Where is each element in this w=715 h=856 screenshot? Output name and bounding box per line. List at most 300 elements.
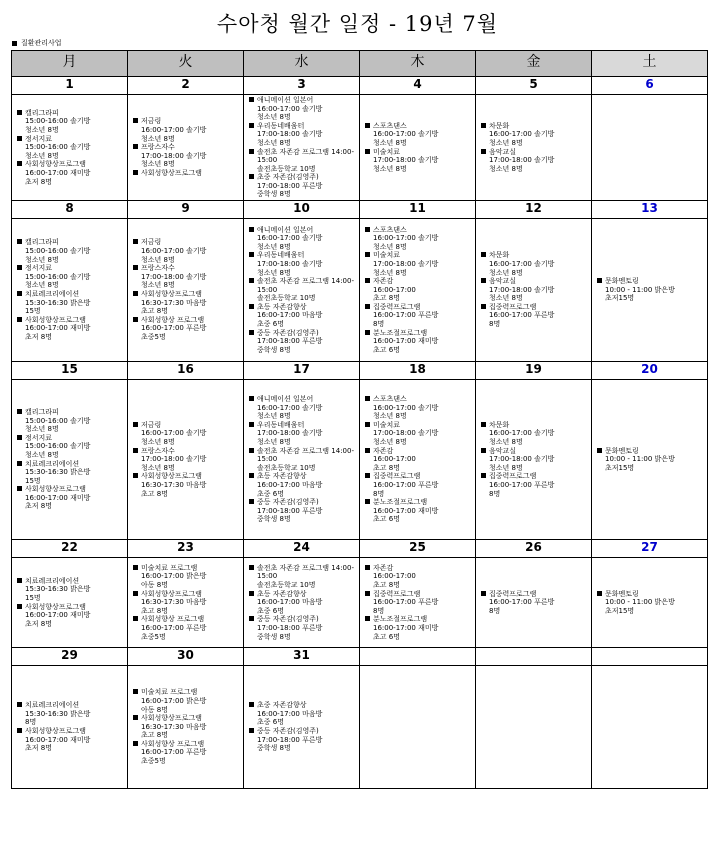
date-number: 15 xyxy=(12,362,128,380)
bullet-square-icon xyxy=(249,122,257,131)
monthly-calendar xyxy=(11,50,708,789)
event-list xyxy=(476,666,591,788)
week-2-date-row xyxy=(12,201,708,219)
event-item xyxy=(133,316,239,342)
weekday-header-sat: 土 xyxy=(592,51,708,77)
bullet-square-icon xyxy=(249,447,257,456)
event-item xyxy=(17,135,123,161)
weekday-header-row xyxy=(12,51,708,77)
day-cell xyxy=(360,558,476,648)
date-number: 4 xyxy=(360,77,476,95)
weekday-header-thu: 木 xyxy=(360,51,476,77)
bullet-square-icon xyxy=(249,226,257,235)
event-item xyxy=(365,277,471,303)
event-item xyxy=(481,122,587,148)
day-cell xyxy=(244,380,360,540)
event-item xyxy=(249,421,355,447)
bullet-square-icon xyxy=(249,251,257,260)
date-number: 5 xyxy=(476,77,592,95)
date-number: 2 xyxy=(128,77,244,95)
bullet-square-icon xyxy=(133,264,141,273)
event-item xyxy=(133,564,239,590)
bullet-square-icon xyxy=(249,564,257,573)
day-cell xyxy=(244,95,360,201)
bullet-square-icon xyxy=(17,603,25,612)
bullet-square-icon xyxy=(365,472,373,481)
bullet-square-icon xyxy=(17,135,25,144)
day-cell xyxy=(476,95,592,201)
event-text: 미술치료 17:00-18:00 솔기방 청소년 8명 xyxy=(373,251,439,277)
bullet-square-icon xyxy=(365,590,373,599)
bullet-square-icon xyxy=(17,408,25,417)
bullet-square-icon xyxy=(133,447,141,456)
event-text: 중등 자존감(김영주) 17:00-18:00 푸른방 중학생 8명 xyxy=(257,328,323,354)
bullet-square-icon xyxy=(12,41,17,46)
event-list xyxy=(128,666,243,788)
day-cell xyxy=(476,558,592,648)
week-3-events-row xyxy=(12,380,708,540)
date-number: 22 xyxy=(12,540,128,558)
event-list xyxy=(128,380,243,539)
event-list xyxy=(12,558,127,647)
date-number xyxy=(592,648,708,666)
event-text: 자존감 16:00-17:00 초고 8명 xyxy=(373,446,416,472)
event-text: 음악교실 17:00-18:00 솔기방 청소년 8명 xyxy=(489,147,555,173)
bullet-square-icon xyxy=(365,251,373,260)
date-number: 30 xyxy=(128,648,244,666)
event-text: 집중력프로그램 16:00-17:00 푸른방 8명 xyxy=(373,472,439,498)
bullet-square-icon xyxy=(365,303,373,312)
event-list xyxy=(476,380,591,539)
event-item xyxy=(249,727,355,753)
day-cell xyxy=(360,95,476,201)
day-cell xyxy=(592,666,708,789)
event-text: 우리동네배움터 17:00-18:00 솔기방 청소년 8명 xyxy=(257,251,323,277)
event-text: 솔전초 자존감 프로그램 14:00-15:00 솔전초등학교 10명 xyxy=(257,563,354,590)
event-item xyxy=(249,701,355,727)
day-cell xyxy=(592,380,708,540)
day-cell xyxy=(476,666,592,789)
event-text: 캘리그라피 15:00-16:00 솔기방 청소년 8명 xyxy=(25,238,91,264)
event-text: 분노조절프로그램 16:00-17:00 재미방 초고 6명 xyxy=(373,328,439,354)
event-text: 사회성향상프로그램 xyxy=(141,168,202,177)
event-item xyxy=(365,498,471,524)
bullet-square-icon xyxy=(133,688,141,697)
event-text: 사회성향상프로그램 16:00-17:00 재미방 초저 8명 xyxy=(25,315,91,341)
bullet-square-icon xyxy=(17,109,25,118)
event-item xyxy=(133,143,239,169)
bullet-square-icon xyxy=(133,117,141,126)
event-item xyxy=(133,117,239,143)
event-text: 중등 자존감(김영주) 17:00-18:00 푸른방 중학생 8명 xyxy=(257,615,323,641)
event-item xyxy=(249,277,355,303)
event-text: 캘리그라피 15:00-16:00 솔기방 청소년 8명 xyxy=(25,108,91,135)
bullet-square-icon xyxy=(133,740,141,749)
bullet-square-icon xyxy=(481,421,489,430)
bullet-square-icon xyxy=(597,590,605,599)
event-item xyxy=(249,447,355,473)
event-text: 저금링 16:00-17:00 솔기방 청소년 8명 xyxy=(141,238,207,264)
bullet-square-icon xyxy=(249,173,257,182)
bullet-square-icon xyxy=(17,316,25,325)
bullet-square-icon xyxy=(481,447,489,456)
event-item xyxy=(249,148,355,174)
bullet-square-icon xyxy=(249,96,257,105)
date-number xyxy=(360,648,476,666)
date-number xyxy=(476,648,592,666)
event-text: 애니메이션 일본어 16:00-17:00 솔기방 청소년 8명 xyxy=(257,95,323,122)
event-text: 초중 자존감(김영주) 17:00-18:00 푸른방 중학생 8명 xyxy=(257,173,323,199)
event-item xyxy=(17,160,123,186)
day-cell xyxy=(12,666,128,789)
event-item xyxy=(133,264,239,290)
day-cell xyxy=(360,666,476,789)
event-text: 사회성향상 프로그램 16:00-17:00 푸른방 초중5명 xyxy=(141,315,207,341)
bullet-square-icon xyxy=(249,148,257,157)
event-text: 치료레크리에이션 15:30-16:30 밝은방 8명 xyxy=(25,701,91,727)
event-list xyxy=(12,95,127,200)
bullet-square-icon xyxy=(249,472,257,481)
week-4-date-row xyxy=(12,540,708,558)
date-number: 17 xyxy=(244,362,360,380)
event-text: 미술치료 17:00-18:00 솔기방 청소년 8명 xyxy=(373,147,439,173)
event-text: 미술치료 프로그램 16:00-17:00 밝은방 아동 8명 xyxy=(141,563,207,590)
event-text: 음악교실 17:00-18:00 솔기방 청소년 8명 xyxy=(489,446,555,472)
event-text: 집중력프로그램 16:00-17:00 푸른방 8명 xyxy=(489,589,555,615)
bullet-square-icon xyxy=(133,143,141,152)
date-number: 29 xyxy=(12,648,128,666)
week-3-date-row xyxy=(12,362,708,380)
event-text: 우리동네배움터 17:00-18:00 솔기방 청소년 8명 xyxy=(257,121,323,147)
event-item xyxy=(481,421,587,447)
event-text: 정서지료 15:00-16:00 솔기방 청소년 8명 xyxy=(25,433,91,459)
event-item xyxy=(17,290,123,316)
date-number: 11 xyxy=(360,201,476,219)
bullet-square-icon xyxy=(365,277,373,286)
event-item xyxy=(597,590,703,616)
event-text: 중등 자존감(김영주) 17:00-18:00 푸른방 중학생 8명 xyxy=(257,498,323,524)
date-number: 23 xyxy=(128,540,244,558)
bullet-square-icon xyxy=(365,615,373,624)
event-list xyxy=(244,558,359,647)
event-list xyxy=(244,95,359,200)
event-item xyxy=(365,226,471,252)
date-number: 16 xyxy=(128,362,244,380)
bullet-square-icon xyxy=(481,251,489,260)
event-item xyxy=(17,485,123,511)
bullet-square-icon xyxy=(249,615,257,624)
event-list xyxy=(128,95,243,200)
bullet-square-icon xyxy=(249,329,257,338)
event-item xyxy=(481,590,587,616)
event-list xyxy=(360,666,475,788)
event-item xyxy=(249,173,355,199)
page-title: 수아청 월간 일정 - 19년 7월 xyxy=(216,12,499,36)
date-number: 24 xyxy=(244,540,360,558)
bullet-square-icon xyxy=(133,714,141,723)
bullet-square-icon xyxy=(249,395,257,404)
event-item xyxy=(133,290,239,316)
event-item xyxy=(597,447,703,473)
bullet-square-icon xyxy=(133,421,141,430)
day-cell xyxy=(592,219,708,362)
event-item xyxy=(365,329,471,355)
event-item xyxy=(133,740,239,766)
day-cell xyxy=(12,219,128,362)
event-item xyxy=(133,447,239,473)
event-item xyxy=(249,251,355,277)
event-item xyxy=(133,615,239,641)
event-text: 사회성향상프로그램 16:30-17:30 마음방 초고 8명 xyxy=(141,290,207,316)
day-cell xyxy=(244,219,360,362)
event-item xyxy=(597,277,703,303)
weekday-header-mon: 月 xyxy=(12,51,128,77)
day-cell xyxy=(128,95,244,201)
day-cell xyxy=(476,219,592,362)
date-number: 31 xyxy=(244,648,360,666)
event-item xyxy=(17,316,123,342)
bullet-square-icon xyxy=(481,303,489,312)
event-text: 저금링 16:00-17:00 솔기방 청소년 8명 xyxy=(141,117,207,143)
bullet-square-icon xyxy=(481,590,489,599)
event-list xyxy=(360,95,475,200)
bullet-square-icon xyxy=(365,447,373,456)
event-text: 우리동네배움터 17:00-18:00 솔기방 청소년 8명 xyxy=(257,420,323,447)
event-text: 정서지료 15:00-16:00 솔기방 청소년 8명 xyxy=(25,134,91,160)
event-item xyxy=(249,590,355,616)
bullet-square-icon xyxy=(481,122,489,131)
bullet-square-icon xyxy=(365,421,373,430)
event-text: 사회성향상프로그램 16:30-17:30 마음방 초고 8명 xyxy=(141,589,207,615)
date-number: 27 xyxy=(592,540,708,558)
event-text: 솔전초 자존감 프로그램 14:00-15:00 솔전초등학교 10명 xyxy=(257,147,354,173)
event-item xyxy=(249,498,355,524)
event-item xyxy=(365,421,471,447)
event-item xyxy=(365,447,471,473)
day-cell xyxy=(244,558,360,648)
event-text: 분노조절프로그램 16:00-17:00 재미방 초고 6명 xyxy=(373,498,439,524)
event-item xyxy=(17,577,123,603)
bullet-square-icon xyxy=(249,303,257,312)
event-item xyxy=(17,701,123,727)
bullet-square-icon xyxy=(133,169,141,178)
event-item xyxy=(133,421,239,447)
bullet-square-icon xyxy=(249,590,257,599)
event-item xyxy=(249,226,355,252)
event-item xyxy=(249,564,355,590)
bullet-square-icon xyxy=(17,485,25,494)
event-text: 미술치료 프로그램 16:00-17:00 밝은방 아동 8명 xyxy=(141,688,207,714)
event-text: 문화멘토링 10:00 - 11:00 밝은방 초저15명 xyxy=(605,446,675,472)
event-text: 차문화 16:00-17:00 솔기방 청소년 8명 xyxy=(489,420,555,447)
event-list xyxy=(12,380,127,539)
date-number: 1 xyxy=(12,77,128,95)
event-item xyxy=(17,264,123,290)
event-list xyxy=(360,380,475,539)
day-cell xyxy=(128,380,244,540)
event-item xyxy=(133,714,239,740)
bullet-square-icon xyxy=(17,577,25,586)
event-item xyxy=(17,109,123,135)
date-number: 12 xyxy=(476,201,592,219)
day-cell xyxy=(12,558,128,648)
event-text: 분노조절프로그램 16:00-17:00 재미방 초고 6명 xyxy=(373,615,439,641)
event-text: 초등 자존감향상 16:00-17:00 마음방 초중 6명 xyxy=(257,472,323,498)
event-text: 사회성향상 프로그램 16:00-17:00 푸른방 초중5명 xyxy=(141,615,207,641)
day-cell xyxy=(128,558,244,648)
event-item xyxy=(249,472,355,498)
event-item xyxy=(365,395,471,421)
event-item xyxy=(365,148,471,174)
event-text: 음악교실 17:00-18:00 솔기방 청소년 8명 xyxy=(489,277,555,303)
day-cell xyxy=(360,219,476,362)
event-text: 애니메이션 일본어 16:00-17:00 솔기방 청소년 8명 xyxy=(257,225,323,251)
day-cell xyxy=(12,95,128,201)
event-list xyxy=(476,219,591,361)
bullet-square-icon xyxy=(481,472,489,481)
bullet-square-icon xyxy=(17,238,25,247)
day-cell xyxy=(244,666,360,789)
event-list xyxy=(360,219,475,361)
event-text: 프랑스자수 17:00-18:00 솔기방 청소년 8명 xyxy=(141,446,207,472)
bullet-square-icon xyxy=(365,226,373,235)
event-item xyxy=(133,169,239,178)
bullet-square-icon xyxy=(597,277,605,286)
event-text: 캘리그라피 15:00-16:00 솔기방 청소년 8명 xyxy=(25,407,91,434)
event-text: 문화멘토링 10:00 - 11:00 밝은방 초저15명 xyxy=(605,589,675,615)
bullet-square-icon xyxy=(133,564,141,573)
date-number: 26 xyxy=(476,540,592,558)
event-text: 스포츠댄스 16:00-17:00 솔기방 청소년 8명 xyxy=(373,395,439,421)
date-number: 8 xyxy=(12,201,128,219)
event-text: 치료레크리에이션 15:30-16:30 밝은방 15명 xyxy=(25,459,91,485)
event-text: 미술치료 17:00-18:00 솔기방 청소년 8명 xyxy=(373,420,439,447)
event-text: 초중 자존감향상 16:00-17:00 마음방 초중 6명 xyxy=(257,701,323,727)
event-text: 집중력프로그램 16:00-17:00 푸른방 8명 xyxy=(489,302,555,329)
week-5-events-row xyxy=(12,666,708,789)
event-list xyxy=(592,380,707,539)
day-cell xyxy=(12,380,128,540)
event-list xyxy=(476,95,591,200)
date-number: 6 xyxy=(592,77,708,95)
event-item xyxy=(481,277,587,303)
bullet-square-icon xyxy=(17,701,25,710)
bullet-square-icon xyxy=(17,160,25,169)
event-item xyxy=(481,303,587,329)
event-list xyxy=(360,558,475,647)
event-item xyxy=(17,238,123,264)
event-text: 사회성향상프로그램 16:00-17:00 재미방 초저 8명 xyxy=(25,727,91,753)
bullet-square-icon xyxy=(17,264,25,273)
day-cell xyxy=(128,219,244,362)
event-text: 집중력프로그램 16:00-17:00 푸른방 8명 xyxy=(373,589,439,615)
event-list xyxy=(12,219,127,361)
bullet-square-icon xyxy=(365,122,373,131)
event-text: 정서지료 15:00-16:00 솔기방 청소년 8명 xyxy=(25,264,91,290)
day-cell xyxy=(360,380,476,540)
event-item xyxy=(17,603,123,629)
event-item xyxy=(133,688,239,714)
event-item xyxy=(365,590,471,616)
event-item xyxy=(133,590,239,616)
week-1-date-row xyxy=(12,77,708,95)
event-text: 치료레크리에이션 15:30-16:30 밝은방 15명 xyxy=(25,576,91,602)
bullet-square-icon xyxy=(249,498,257,507)
date-number: 18 xyxy=(360,362,476,380)
event-text: 초등 자존감향상 16:00-17:00 마음방 초중 6명 xyxy=(257,302,323,329)
event-text: 솔전초 자존감 프로그램 14:00-15:00 솔전초등학교 10명 xyxy=(257,446,354,472)
event-text: 저금링 16:00-17:00 솔기방 청소년 8명 xyxy=(141,420,207,447)
event-text: 프랑스자수 17:00-18:00 솔기방 청소년 8명 xyxy=(141,143,207,169)
event-list xyxy=(244,380,359,539)
week-4-events-row xyxy=(12,558,708,648)
date-number: 13 xyxy=(592,201,708,219)
week-5-date-row xyxy=(12,648,708,666)
event-item xyxy=(365,122,471,148)
bullet-square-icon xyxy=(249,727,257,736)
bullet-square-icon xyxy=(481,148,489,157)
event-item xyxy=(481,251,587,277)
event-item xyxy=(365,615,471,641)
bullet-square-icon xyxy=(249,701,257,710)
event-item xyxy=(17,408,123,434)
bullet-square-icon xyxy=(17,290,25,299)
event-item xyxy=(365,251,471,277)
week-1-events-row xyxy=(12,95,708,201)
event-text: 초등 자존감향상 16:00-17:00 마음방 초중 6명 xyxy=(257,589,323,615)
event-text: 중등 자존감(김영주) 17:00-18:00 푸른방 중학생 8명 xyxy=(257,727,323,753)
event-text: 솔전초 자존감 프로그램 14:00-15:00 솔전초등학교 10명 xyxy=(257,277,354,303)
event-list xyxy=(12,666,127,788)
event-text: 자존감 16:00-17:00 초고 8명 xyxy=(373,563,416,590)
event-item xyxy=(249,303,355,329)
bullet-square-icon xyxy=(365,148,373,157)
bullet-square-icon xyxy=(17,460,25,469)
event-list xyxy=(592,666,707,788)
bullet-square-icon xyxy=(597,447,605,456)
event-text: 문화멘토링 10:00 - 11:00 밝은방 초저15명 xyxy=(605,277,675,303)
event-item xyxy=(365,564,471,590)
event-item xyxy=(133,472,239,498)
event-list xyxy=(592,95,707,200)
event-text: 사회성향상프로그램 16:30-17:30 마음방 초고 8명 xyxy=(141,714,207,740)
day-cell xyxy=(592,95,708,201)
event-list xyxy=(476,558,591,647)
event-item xyxy=(17,434,123,460)
date-number: 9 xyxy=(128,201,244,219)
event-item xyxy=(365,472,471,498)
event-item xyxy=(249,122,355,148)
weekday-header-tue: 火 xyxy=(128,51,244,77)
event-list xyxy=(592,219,707,361)
event-item xyxy=(249,615,355,641)
event-item xyxy=(17,727,123,753)
date-number: 25 xyxy=(360,540,476,558)
bullet-square-icon xyxy=(133,590,141,599)
section-label xyxy=(12,38,62,48)
bullet-square-icon xyxy=(133,316,141,325)
event-text: 집중력프로그램 16:00-17:00 푸른방 8명 xyxy=(489,472,555,498)
event-item xyxy=(481,447,587,473)
event-text: 치료레크리에이션 15:30-16:30 밝은방 15명 xyxy=(25,290,91,316)
bullet-square-icon xyxy=(365,395,373,404)
event-item xyxy=(249,329,355,355)
date-number: 20 xyxy=(592,362,708,380)
event-text: 애니메이션 일본어 16:00-17:00 솔기방 청소년 8명 xyxy=(257,395,323,421)
event-text: 차문화 16:00-17:00 솔기방 청소년 8명 xyxy=(489,251,555,277)
bullet-square-icon xyxy=(17,434,25,443)
event-item xyxy=(17,460,123,486)
